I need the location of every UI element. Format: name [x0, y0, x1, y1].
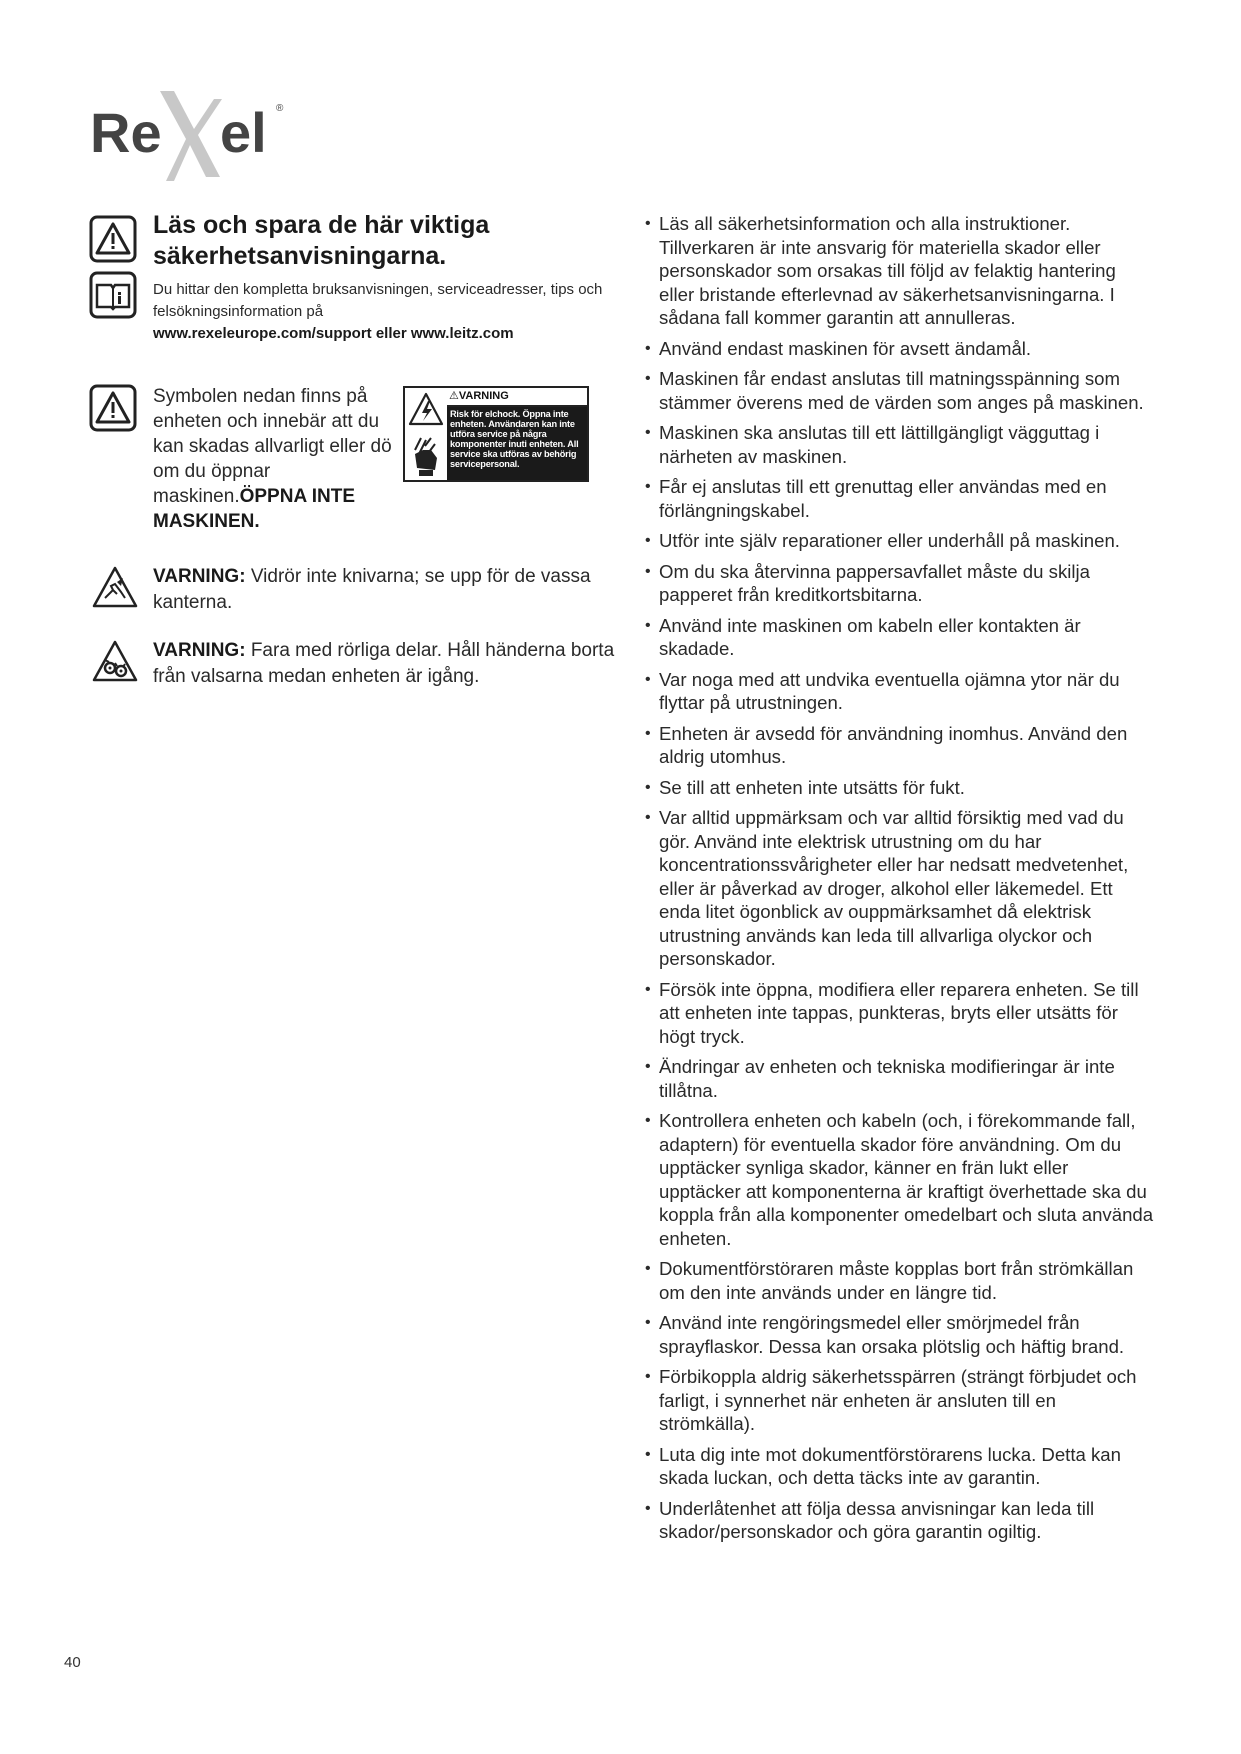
electric-shock-warning-label	[403, 386, 589, 482]
list-item: • Se till att enheten inte utsätts för fukt.	[645, 776, 1155, 800]
page-number: 40	[64, 1654, 81, 1671]
warning-label-body: Risk för elchock. Öppna inte enheten. Användaren kan inte utföra service på några komponenter inuti enheten. All service ska utföras av behörig servicepersonal.	[447, 407, 587, 480]
list-item: • Läs all säkerhetsinformation och alla instruktioner. Tillverkaren är inte ansvarig för materiella skador eller personskador som orsakas till följd av felaktig hantering eller bristande efterlevnad av säkerhetsanvisningarna. I sådana fall kommer garantin att annulleras.	[645, 212, 1155, 330]
blade-warning-label: VARNING:	[153, 566, 246, 587]
list-item: • Maskinen får endast anslutas till matningsspänning som stämmer överens med de värden som anges på maskinen.	[645, 367, 1155, 414]
moving-parts-icon	[91, 638, 139, 686]
blade-warning-text: Vidrör inte knivarna; se upp för de vassa kanterna.	[153, 566, 591, 613]
list-item: • Maskinen ska anslutas till ett lättillgängligt vägguttag i närheten av maskinen.	[645, 421, 1155, 468]
list-item: • Förbikoppla aldrig säkerhetsspärren (strängt förbjudet och farligt, i synnerhet när enheten är ansluten till en strömkälla).	[645, 1365, 1155, 1436]
list-item: • Använd inte maskinen om kabeln eller kontakten är skadade.	[645, 614, 1155, 661]
list-item: • Utför inte själv reparationer eller underhåll på maskinen.	[645, 529, 1155, 553]
moving-parts-warning	[153, 638, 623, 690]
intro-text	[153, 279, 623, 345]
support-links: www.rexeleurope.com/support eller www.leitz.com	[153, 325, 514, 342]
list-item: • Enheten är avsedd för användning inomhus. Använd den aldrig utomhus.	[645, 722, 1155, 769]
list-item: • Kontrollera enheten och kabeln (och, i förekommande fall, adaptern) för eventuella skador före användning. Om du upptäcker synliga skador, känner en frän lukt eller upptäcker att komponenterna är kraftigt överhettade ska du koppla från alla komponenter omedelbart och sluta använda enheten.	[645, 1109, 1155, 1250]
safety-instructions-list	[645, 212, 1155, 1551]
blade-warning	[153, 564, 623, 616]
manual-info-icon	[89, 271, 137, 319]
list-item: • Var alltid uppmärksam och var alltid försiktig med vad du gör. Använd inte elektrisk utrustning om du har koncentrationssvårigheter eller har nedsatt medvetenhet, eller är påverkad av droger, alkohol eller läkemedel. Ett enda litet ögonblick av ouppmärksamhet då elektrisk utrustning används kan leda till allvarliga olyckor och personskador.	[645, 806, 1155, 971]
symbol-emphasis: ÖPPNA INTE MASKINEN.	[153, 486, 356, 532]
rexel-logo-graphic	[90, 85, 290, 195]
list-item: • Dokumentförstöraren måste kopplas bort från strömkällan om den inte används under en längre tid.	[645, 1257, 1155, 1304]
moving-parts-warning-text: Fara med rörliga delar. Håll händerna borta från valsarna medan enheten är igång.	[153, 640, 615, 687]
page-title: Läs och spara de här viktiga säkerhetsanvisningarna.	[153, 211, 490, 270]
moving-parts-warning-label: VARNING:	[153, 640, 246, 661]
symbol-text: Symbolen nedan finns på enheten och innebär att du kan skadas allvarligt eller dö om du öppnar maskinen.	[153, 386, 392, 507]
list-item: • Försök inte öppna, modifiera eller reparera enheten. Se till att enheten inte tappas, punkteras, bryts eller utsätts för högt tryck.	[645, 978, 1155, 1049]
blade-hazard-icon	[91, 564, 139, 612]
svg-text:Re: Re	[90, 101, 162, 164]
list-item: • Om du ska återvinna pappersavfallet måste du skilja papperet från kreditkortsbitarna.	[645, 560, 1155, 607]
list-item: • Använd inte rengöringsmedel eller smörjmedel från sprayflaskor. Dessa kan orsaka plötslig och häftig brand.	[645, 1311, 1155, 1358]
list-item: • Var noga med att undvika eventuella ojämna ytor när du flyttar på utrustningen.	[645, 668, 1155, 715]
list-item: • Luta dig inte mot dokumentförstörarens lucka. Detta kan skada luckan, och detta täcks inte av garantin.	[645, 1443, 1155, 1490]
warning-label-title: VARNING	[458, 390, 509, 402]
symbol-description	[153, 384, 403, 534]
rexel-logo	[90, 85, 290, 195]
list-item: • Underlåtenhet att följa dessa anvisningar kan leda till skador/personskador och göra garantin ogiltig.	[645, 1497, 1155, 1544]
list-item: • Använd endast maskinen för avsett ändamål.	[645, 337, 1155, 361]
warning-label-header: ⚠VARNING	[447, 388, 587, 407]
warning-triangle-icon	[89, 384, 137, 432]
svg-text:el: el	[220, 101, 267, 164]
warning-triangle-icon	[89, 215, 137, 263]
shock-hazard-icon	[405, 388, 447, 480]
list-item: • Får ej anslutas till ett grenuttag eller användas med en förlängningskabel.	[645, 475, 1155, 522]
intro-line: Du hittar den kompletta bruksanvisningen, serviceadresser, tips och felsökningsinformation på	[153, 281, 603, 320]
svg-text:®: ®	[276, 103, 284, 114]
list-item: • Ändringar av enheten och tekniska modifieringar är inte tillåtna.	[645, 1055, 1155, 1102]
